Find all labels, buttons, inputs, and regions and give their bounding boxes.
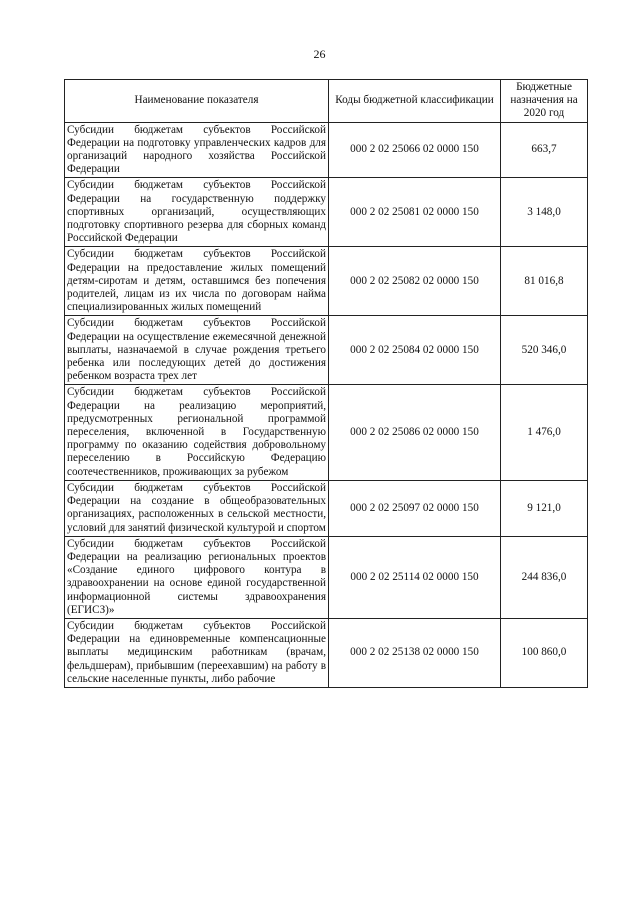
- table-row: [65, 316, 588, 385]
- row-amount: 3 148,0: [501, 178, 588, 247]
- row-amount: 520 346,0: [501, 316, 588, 385]
- page-number: 26: [313, 47, 326, 61]
- row-code: 000 2 02 25084 02 0000 150: [329, 316, 501, 385]
- table-row: [65, 385, 588, 480]
- row-name: Субсидии бюджетам субъектов Российской Федерации на подготовку управленческих кадров для организаций народного хозяйства Российской Федерации: [65, 122, 329, 178]
- row-code: 000 2 02 25081 02 0000 150: [329, 178, 501, 247]
- header-name: Наименование показателя: [65, 80, 329, 123]
- row-amount: 100 860,0: [501, 618, 588, 687]
- row-code: 000 2 02 25138 02 0000 150: [329, 618, 501, 687]
- row-name: Субсидии бюджетам субъектов Российской Федерации на создание в общеобразовательных организациях, расположенных в сельской местности, условий для занятий физической культурой и спортом: [65, 480, 329, 536]
- row-code: 000 2 02 25114 02 0000 150: [329, 536, 501, 618]
- row-code: 000 2 02 25066 02 0000 150: [329, 122, 501, 178]
- row-code: 000 2 02 25086 02 0000 150: [329, 385, 501, 480]
- header-code: Коды бюджетной классификации: [329, 80, 501, 123]
- budget-table: [64, 79, 588, 688]
- row-name: Субсидии бюджетам субъектов Российской Федерации на реализацию региональных проектов «Создание единого цифрового контура в здравоохранении на основе единой государственной информационной системы здравоохранения (ЕГИСЗ)»: [65, 536, 329, 618]
- row-name: Субсидии бюджетам субъектов Российской Федерации на предоставление жилых помещений детям-сиротам и детям, оставшимся без попечения родителей, лицам из их числа по договорам найма специализированных жилых помещений: [65, 247, 329, 316]
- row-name: Субсидии бюджетам субъектов Российской Федерации на единовременные компенсационные выплаты медицинским работникам (врачам, фельдшерам), прибывшим (переехавшим) на работу в сельские населенные пункты, либо рабочие: [65, 618, 329, 687]
- table-row: [65, 480, 588, 536]
- table-header-row: [65, 80, 588, 123]
- row-amount: 9 121,0: [501, 480, 588, 536]
- row-amount: 663,7: [501, 122, 588, 178]
- table-row: [65, 178, 588, 247]
- row-name: Субсидии бюджетам субъектов Российской Федерации на реализацию мероприятий, предусмотренных региональной программой переселения, включенной в Государственную программу по оказанию содействия добровольному переселению в Российскую Федерацию соотечественников, проживающих за рубежом: [65, 385, 329, 480]
- table-row: [65, 122, 588, 178]
- table-row: [65, 536, 588, 618]
- row-code: 000 2 02 25097 02 0000 150: [329, 480, 501, 536]
- row-code: 000 2 02 25082 02 0000 150: [329, 247, 501, 316]
- table-row: [65, 247, 588, 316]
- table-row: [65, 618, 588, 687]
- row-name: Субсидии бюджетам субъектов Российской Федерации на осуществление ежемесячной денежной выплаты, назначаемой в случае рождения третьего ребенка или последующих детей до достижения ребенком возраста трех лет: [65, 316, 329, 385]
- row-amount: 81 016,8: [501, 247, 588, 316]
- row-amount: 1 476,0: [501, 385, 588, 480]
- header-amount: Бюджетные назначения на 2020 год: [501, 80, 588, 123]
- row-amount: 244 836,0: [501, 536, 588, 618]
- row-name: Субсидии бюджетам субъектов Российской Федерации на государственную поддержку спортивных организаций, осуществляющих подготовку спортивного резерва для сборных команд Российской Федерации: [65, 178, 329, 247]
